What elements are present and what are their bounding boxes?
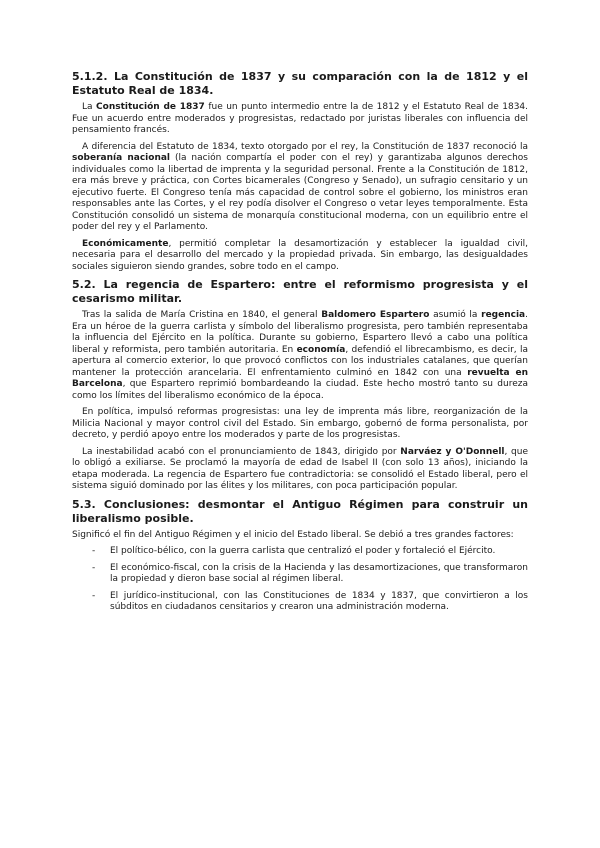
bullet-dash: - <box>92 546 96 556</box>
section-heading-5-3: 5.3. Conclusiones: desmontar el Antiguo Régimen para construir un liberalismo posible. <box>72 497 528 525</box>
paragraph: La Constitución de 1837 fue un punto intermedio entre la de 1812 y el Estatuto Real de 1834. Fue un acuerdo entre moderados y progresistas, redactado por juristas liberales con influencia del pensamiento francés. <box>72 102 529 135</box>
factor-list <box>72 546 528 614</box>
list-item: - El económico-fiscal, con la crisis de la Hacienda y las desamortizaciones, que transformaron la propiedad y dieron base social al régimen liberal. <box>92 562 528 584</box>
paragraph: En política, impulsó reformas progresistas: una ley de imprenta más libre, reorganización de la Milicia Nacional y mayor control civil del Estado. Sin embargo, gobernó de forma personalista, por decreto, y perdió apoyo entre los moderados y parte de los progresistas. <box>72 407 528 440</box>
paragraph: A diferencia del Estatuto de 1834, texto otorgado por el rey, la Constitución de 1837 reconoció la soberanía nacional (la nación compartía el poder con el rey) y garantizaba algunos derechos individuales como la libertad de imprenta y la seguridad personal. Frente a la Constitución de 1812, era más breve y práctica, con Cortes bicamerales (Congreso y Senado), un sufragio censitario y un ejecutivo fuerte. El Congreso tenía más capacidad de control sobre el gobierno, los ministros eran responsables ante las Cortes, y el rey podía disolver el Congreso o vetar leyes temporalmente. Esta Constitución consolidó un sistema de monarquía constitucional moderna, con un equilibrio entre el poder del rey y el Parlamento. <box>72 141 528 232</box>
document-page <box>72 70 528 619</box>
bullet-dash: - <box>92 590 96 601</box>
paragraph: Tras la salida de María Cristina en 1840, el general Baldomero Espartero asumió la regencia. Era un héroe de la guerra carlista y símbolo del liberalismo progresista, pero también representaba la influencia del Ejército en la política. Durante su gobierno, Espartero llevó a cabo una política liberal y reformista, pero también autoritaria. En economía, defendió el librecambismo, es decir, la apertura al comercio exterior, lo que provocó conflictos con los industriales catalanes, que querían mantener la protección arancelaria. El enfrentamiento culminó en 1842 con una revuelta en Barcelona, que Espartero reprimió bombardeando la ciudad. Este hecho mostró tanto su dureza como los límites del liberalismo económico de la época. <box>72 310 528 401</box>
list-item: - El jurídico-institucional, con las Constituciones de 1834 y 1837, que convirtieron a los súbditos en ciudadanos censitarios y crearon una administración moderna. <box>92 590 528 612</box>
section-heading-5-1-2: 5.1.2. La Constitución de 1837 y su comparación con la de 1812 y el Estatuto Real de 1834. <box>72 70 528 97</box>
list-item: - El político-bélico, con la guerra carlista que centralizó el poder y fortaleció el Ejército. <box>92 546 496 556</box>
paragraph: La inestabilidad acabó con el pronunciamiento de 1843, dirigido por Narváez y O'Donnell, que lo obligó a exiliarse. Se proclamó la mayoría de edad de Isabel II (con solo 13 años), iniciando la etapa moderada. La regencia de Espartero fue contradictoria: se consolidó el Estado liberal, pero el sistema siguió dominado por las élites y los militares, con poca participación popular. <box>72 446 528 491</box>
section-heading-5-2: 5.2. La regencia de Espartero: entre el reformismo progresista y el cesarismo militar. <box>72 278 528 305</box>
paragraph: Económicamente, permitió completar la desamortización y establecer la igualdad civil, necesaria para el desarrollo del mercado y la propiedad privada. Sin embargo, las desigualdades sociales siguieron siendo grandes, sobre todo en el campo. <box>72 238 528 272</box>
paragraph: Significó el fin del Antiguo Régimen y el inicio del Estado liberal. Se debió a tres grandes factores: <box>72 529 514 540</box>
bullet-dash: - <box>92 562 96 573</box>
